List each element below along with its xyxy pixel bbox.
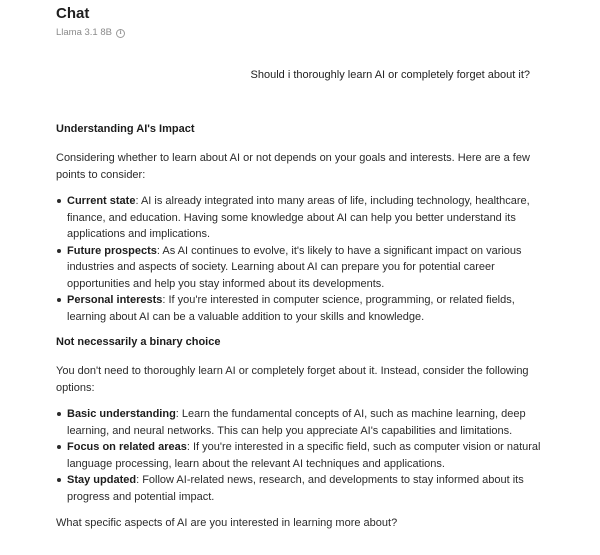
- model-name: Llama 3.1 8B: [56, 27, 112, 38]
- list-item-text: : AI is already integrated into many areas of life, including technology, healthcare, finance, and education. Having some knowledge about AI can help you better understand its applications and implications.: [67, 195, 530, 240]
- list-item-text: : As AI continues to evolve, it's likely to have a significant impact on various industries and aspects of society. Learning about AI can prepare you for potential career opportunities and help you stay informed about its developments.: [67, 244, 522, 290]
- list-item: [56, 439, 546, 472]
- list-item-text: : Follow AI-related news, research, and developments to stay informed about its progress and potential impact.: [67, 474, 524, 503]
- list-item-text: : If you're interested in a specific field, such as computer vision or natural language processing, learn about the relevant AI techniques and applications.: [67, 441, 541, 470]
- paragraph: You don't need to thoroughly learn AI or completely forget about it. Instead, consider the following options:: [56, 365, 529, 394]
- list-item: [56, 472, 546, 505]
- chat-header: [56, 5, 125, 39]
- list-item-text: : Learn the fundamental concepts of AI, such as machine learning, deep learning, and neural networks. This can help you appreciate AI's capabilities and limitations.: [67, 408, 526, 437]
- paragraph: Considering whether to learn about AI or not depends on your goals and interests. Here are a few points to consider:: [56, 152, 530, 181]
- list-item: [56, 406, 546, 439]
- list-item-title: Personal interests: [67, 294, 163, 306]
- list-item-text: : If you're interested in computer science, programming, or related fields, learning about AI can be a valuable addition to your skills and knowledge.: [67, 294, 515, 323]
- list-item-title: Basic understanding: [67, 408, 176, 420]
- bullet-list: [56, 406, 546, 505]
- list-item-title: Current state: [67, 195, 136, 207]
- list-item-title: Stay updated: [67, 474, 137, 486]
- list-item: [56, 243, 546, 293]
- model-selector[interactable]: [56, 27, 125, 39]
- list-item: [56, 193, 546, 243]
- list-item-title: Focus on related areas: [67, 441, 187, 453]
- info-icon[interactable]: i: [116, 29, 125, 38]
- user-message: Should i thoroughly learn AI or completely forget about it?: [250, 69, 530, 81]
- list-item: [56, 292, 546, 325]
- bullet-list: [56, 193, 546, 325]
- page-title: Chat: [56, 5, 90, 22]
- list-item-title: Future prospects: [67, 244, 157, 257]
- closing-question: What specific aspects of AI are you interested in learning more about?: [56, 517, 398, 529]
- section-heading: Understanding AI's Impact: [56, 123, 195, 135]
- section-heading: Not necessarily a binary choice: [56, 336, 221, 348]
- assistant-message: [56, 122, 546, 532]
